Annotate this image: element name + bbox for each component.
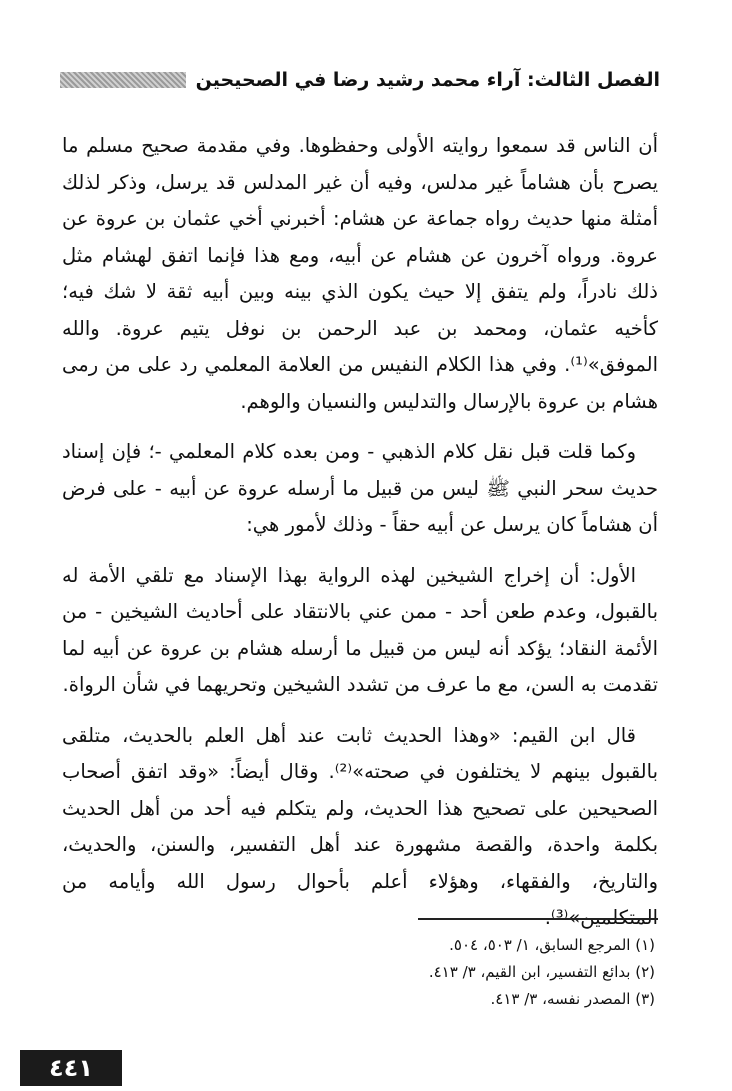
running-header (60, 62, 660, 98)
footnote-2: (٢) بدائع التفسير، ابن القيم، ٣/ ٤١٣. (428, 963, 655, 981)
footnote-separator (418, 918, 658, 920)
main-text (62, 128, 658, 951)
paragraph-3: الأول: أن إخراج الشيخين لهذه الرواية بهذا الإسناد مع تلقي الأمة له بالقبول، وعدم طعن أحد - ممن عني بالانتقاد على أحاديث الشيخين - من الأئمة النقاد؛ يؤكد أنه ليس من قبيل ما أرسله هشام بن عروة عن أبيه لما تقدمت به السن، مع ما عرف من تشدد الشيخين وتحريهما في شأن الرواة. (62, 563, 658, 696)
footnote-3: (٣) المصدر نفسه، ٣/ ٤١٣. (490, 990, 655, 1008)
paragraph-2: وكما قلت قبل نقل كلام الذهبي - ومن بعده كلام المعلمي -؛ فإن إسناد حديث سحر النبي ﷺ ليس من قبيل ما أرسله عروة عن أبيه - على فرض أن هشاماً كان يرسل عن أبيه حقاً - وذلك لأمور هي: (62, 440, 658, 536)
chapter-title: الفصل الثالث: آراء محمد رشيد رضا في الصحيحين (195, 69, 660, 91)
header-decorative-band (60, 72, 186, 88)
footnote-1: (١) المرجع السابق، ١/ ٥٠٣، ٥٠٤. (449, 936, 655, 954)
page-number: ٤٤١ (20, 1050, 122, 1086)
paragraph-4: قال ابن القيم: «وهذا الحديث ثابت عند أهل العلم بالحديث، متلقى بالقبول بينهم لا يختلفون في صحته»⁽²⁾. وقال أيضاً: «وقد اتفق أصحاب الصحيحين على تصحيح هذا الحديث، ولم يتكلم فيه أحد من أهل الحديث بكلمة واحدة، والقصة مشهورة عند أهل التفسير، والسنن، والحديث، والتاريخ، والفقهاء، وهؤلاء أعلم بأحوال رسول الله وأيامه من المتكلمين»⁽³⁾. (62, 723, 658, 929)
footnotes (300, 932, 655, 1013)
paragraph-1: أن الناس قد سمعوا روايته الأولى وحفظوها. وفي مقدمة صحيح مسلم ما يصرح بأن هشاماً غير مدلس، وفيه أن غير المدلس قد يرسل، وذكر لذلك أمثلة منها حديث رواه جماعة عن هشام: أخبرني أخي عثمان بن عروة عن عروة. ورواه آخرون عن هشام عن أبيه، ومع هذا فإنما اتفق لهشام مثل ذلك نادراً، ولم يتفق إلا حيث يكون الذي بينه وبين أبيه ثقة لا شك فيه؛ كأخيه عثمان، ومحمد بن عبد الرحمن بن نوفل يتيم عروة. والله الموفق»⁽¹⁾. وفي هذا الكلام النفيس من العلامة المعلمي رد على من رمى هشام بن عروة بالإرسال والتدليس والنسيان والوهم. (62, 134, 658, 413)
